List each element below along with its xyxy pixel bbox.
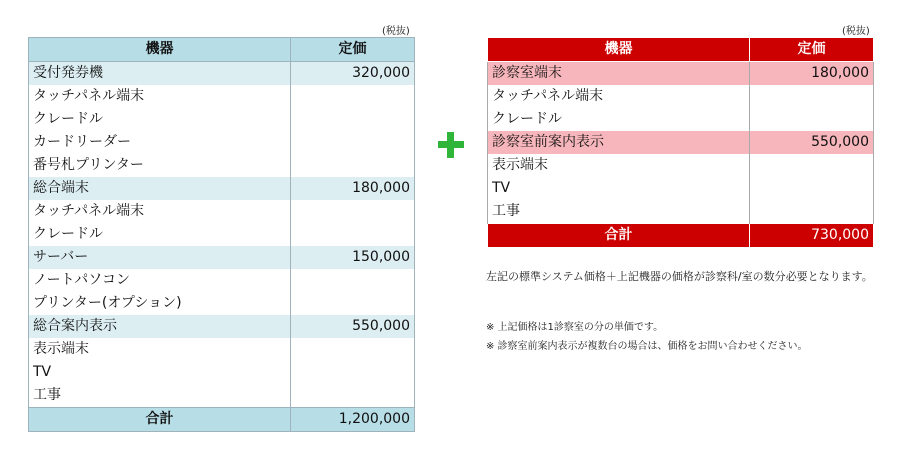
price-cell [291,361,415,384]
item-name-cell: 表示端末 [488,154,750,177]
item-name-cell: TV [488,177,750,200]
item-name-cell: 総合案内表示 [29,315,291,338]
table-row [29,131,415,154]
item-name-cell: 表示端末 [29,338,291,361]
total-row [488,224,874,248]
table-row [29,108,415,131]
table-row [29,292,415,315]
item-name-cell: 診察室端末 [488,62,750,86]
table-row [29,315,415,338]
price-cell [291,338,415,361]
table-row [29,361,415,384]
price-cell [291,223,415,246]
price-cell [291,108,415,131]
table-row [29,338,415,361]
price-cell: 320,000 [291,62,415,86]
table-row [488,108,874,131]
item-name-cell: カードリーダー [29,131,291,154]
item-name-cell: クレードル [29,108,291,131]
item-name-cell: ノートパソコン [29,269,291,292]
table-row [29,62,415,86]
item-name-cell: 受付発券機 [29,62,291,86]
note-unit-price: ※ 上記価格は1診察室の分の単価です。 [486,322,664,333]
item-name-cell: 工事 [29,384,291,408]
price-cell: 550,000 [291,315,415,338]
column-header-item: 機器 [488,38,750,62]
price-cell [750,108,874,131]
item-name-cell: 番号札プリンター [29,154,291,177]
price-cell [750,154,874,177]
price-cell [291,292,415,315]
total-label: 合計 [488,224,750,248]
price-cell [291,131,415,154]
table-row [29,269,415,292]
table-row [29,85,415,108]
table-header-row [488,38,874,62]
price-cell: 150,000 [291,246,415,269]
column-header-item: 機器 [29,38,291,62]
total-row [29,408,415,432]
plus-icon [436,130,466,160]
note-multiple-displays: ※ 診察室前案内表示が複数台の場合は、価格をお問い合わせください。 [486,341,808,352]
table-row [29,384,415,408]
price-cell [291,85,415,108]
price-cell [750,200,874,224]
price-cell: 180,000 [750,62,874,86]
price-cell [291,384,415,408]
item-name-cell: 工事 [488,200,750,224]
total-value: 1,200,000 [291,408,415,432]
table-row [29,246,415,269]
item-name-cell: クレードル [488,108,750,131]
item-name-cell: タッチパネル端末 [29,200,291,223]
price-cell: 180,000 [291,177,415,200]
right-tax-note: (税抜) [842,26,870,37]
item-name-cell: サーバー [29,246,291,269]
table-row [29,154,415,177]
item-name-cell: 診察室前案内表示 [488,131,750,154]
table-row [29,177,415,200]
column-header-price: 定価 [291,38,415,62]
table-row [29,200,415,223]
table-row [488,131,874,154]
item-name-cell: TV [29,361,291,384]
item-name-cell: クレードル [29,223,291,246]
price-cell [291,200,415,223]
price-cell [750,177,874,200]
right-price-table [487,37,874,248]
column-header-price: 定価 [750,38,874,62]
price-cell: 550,000 [750,131,874,154]
table-header-row [29,38,415,62]
table-row [29,223,415,246]
left-price-table [28,37,415,432]
table-row [488,62,874,86]
table-row [488,154,874,177]
item-name-cell: 総合端末 [29,177,291,200]
left-tax-note: (税抜) [382,26,410,37]
total-label: 合計 [29,408,291,432]
description-text: 左記の標準システム価格＋上記機器の価格が診察科/室の数分必要となります。 [486,270,873,283]
item-name-cell: タッチパネル端末 [29,85,291,108]
item-name-cell: プリンター(オプション) [29,292,291,315]
price-cell [750,85,874,108]
table-row [488,200,874,224]
table-row [488,177,874,200]
price-cell [291,269,415,292]
item-name-cell: タッチパネル端末 [488,85,750,108]
table-row [488,85,874,108]
total-value: 730,000 [750,224,874,248]
price-cell [291,154,415,177]
